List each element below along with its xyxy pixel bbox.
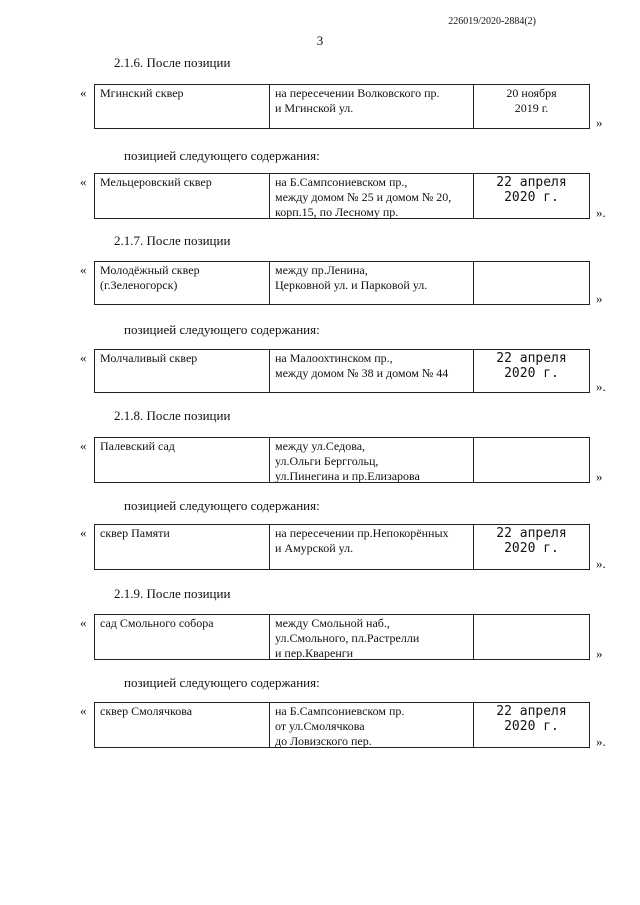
- name-cell: [95, 615, 270, 659]
- doc-id: 226019/2020-2884(2): [448, 16, 536, 27]
- quote-open: «: [80, 703, 87, 718]
- quote-open: «: [80, 438, 87, 453]
- name-cell: [95, 525, 270, 569]
- quote-open: «: [80, 350, 87, 365]
- quote-close: »: [596, 115, 603, 130]
- location-cell: [270, 615, 474, 659]
- date-cell: [474, 174, 589, 218]
- cell-line: (г.Зеленогорск): [100, 278, 178, 292]
- section-heading: 2.1.9. После позиции: [114, 586, 231, 601]
- cell-line: от ул.Смолячкова: [275, 719, 365, 733]
- cell-line: 2020 г.: [504, 190, 559, 205]
- date-cell: [474, 525, 589, 569]
- cell-line: 2020 г.: [504, 541, 559, 556]
- date-cell: [474, 703, 589, 747]
- date-cell: [474, 438, 589, 482]
- section-heading: 2.1.8. После позиции: [114, 408, 231, 423]
- quote-open: «: [80, 262, 87, 277]
- entry-before-row: [94, 84, 590, 129]
- name-cell: [95, 350, 270, 392]
- cell-line: ул.Пинегина и пр.Елизарова: [275, 469, 420, 483]
- cell-line: до Ловизского пер.: [275, 734, 372, 748]
- cell-line: между пр.Ленина,: [275, 263, 368, 277]
- quote-close: »: [596, 469, 603, 484]
- quote-close: »: [596, 646, 603, 661]
- cell-line: и пер.Кваренги: [275, 646, 354, 660]
- cell-line: на Б.Сампсониевском пр.: [275, 704, 405, 718]
- cell-line: сквер Памяти: [100, 526, 170, 540]
- section-heading: 2.1.6. После позиции: [114, 55, 231, 70]
- date-cell: [474, 350, 589, 392]
- cell-line: сад Смольного собора: [100, 616, 214, 630]
- cell-line: и Мгинской ул.: [275, 101, 354, 115]
- name-cell: [95, 262, 270, 304]
- date-cell: [474, 262, 589, 304]
- cell-line: 22 апреля: [496, 704, 567, 719]
- quote-open: «: [80, 525, 87, 540]
- entry-after-row: [94, 702, 590, 748]
- location-cell: [270, 703, 474, 747]
- quote-close: ».: [596, 556, 606, 571]
- cell-line: и Амурской ул.: [275, 541, 354, 555]
- cell-line: 2020 г.: [504, 719, 559, 734]
- location-cell: [270, 438, 474, 482]
- name-cell: [95, 174, 270, 218]
- cell-line: Молчаливый сквер: [100, 351, 198, 365]
- cell-line: Мгинский сквер: [100, 86, 184, 100]
- location-cell: [270, 350, 474, 392]
- cell-line: между Смольной наб.,: [275, 616, 390, 630]
- cell-line: 22 апреля: [496, 351, 567, 366]
- cell-line: между домом № 25 и домом № 20,: [275, 190, 452, 204]
- replacement-caption: позицией следующего содержания:: [124, 322, 320, 337]
- location-cell: [270, 262, 474, 304]
- cell-line: ул.Ольги Берггольц,: [275, 454, 379, 468]
- quote-close: ».: [596, 205, 606, 220]
- cell-line: 2019 г.: [514, 101, 549, 115]
- location-cell: [270, 174, 474, 218]
- replacement-caption: позицией следующего содержания:: [124, 498, 320, 513]
- cell-line: между ул.Седова,: [275, 439, 366, 453]
- cell-line: корп.15, по Лесному пр.: [275, 205, 399, 219]
- quote-close: ».: [596, 379, 606, 394]
- cell-line: на Б.Сампсониевском пр.,: [275, 175, 408, 189]
- cell-line: на пересечении Волковского пр.: [275, 86, 440, 100]
- cell-line: 20 ноября: [506, 86, 557, 100]
- cell-line: Церковной ул. и Парковой ул.: [275, 278, 428, 292]
- replacement-caption: позицией следующего содержания:: [124, 148, 320, 163]
- location-cell: [270, 525, 474, 569]
- name-cell: [95, 438, 270, 482]
- location-cell: [270, 85, 474, 128]
- cell-line: 2020 г.: [504, 366, 559, 381]
- quote-open: «: [80, 85, 87, 100]
- cell-line: на пересечении пр.Непокорённых: [275, 526, 449, 540]
- cell-line: сквер Смолячкова: [100, 704, 193, 718]
- name-cell: [95, 85, 270, 128]
- entry-after-row: [94, 349, 590, 393]
- cell-line: на Малоохтинском пр.,: [275, 351, 393, 365]
- entry-after-row: [94, 524, 590, 570]
- cell-line: Молодёжный сквер: [100, 263, 200, 277]
- cell-line: ул.Смольного, пл.Растрелли: [275, 631, 420, 645]
- entry-before-row: [94, 614, 590, 660]
- cell-line: между домом № 38 и домом № 44: [275, 366, 449, 380]
- quote-close: »: [596, 291, 603, 306]
- replacement-caption: позицией следующего содержания:: [124, 675, 320, 690]
- entry-before-row: [94, 437, 590, 483]
- cell-line: 22 апреля: [496, 526, 567, 541]
- cell-line: Мельцеровский сквер: [100, 175, 212, 189]
- name-cell: [95, 703, 270, 747]
- quote-close: ».: [596, 734, 606, 749]
- cell-line: 22 апреля: [496, 175, 567, 190]
- date-cell: [474, 85, 589, 128]
- page-number: 3: [316, 33, 324, 48]
- quote-open: «: [80, 615, 87, 630]
- quote-open: «: [80, 174, 87, 189]
- section-heading: 2.1.7. После позиции: [114, 233, 231, 248]
- entry-after-row: [94, 173, 590, 219]
- cell-line: Палевский сад: [100, 439, 175, 453]
- date-cell: [474, 615, 589, 659]
- entry-before-row: [94, 261, 590, 305]
